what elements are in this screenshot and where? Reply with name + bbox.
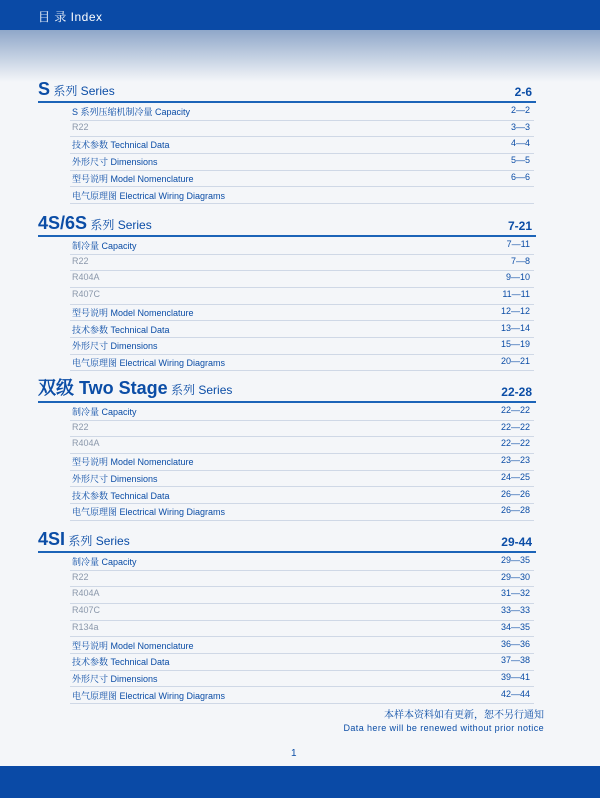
toc-entry[interactable] (70, 653, 534, 671)
toc-entry[interactable] (70, 187, 534, 205)
toc-entry-pages: 15—19 (500, 339, 530, 350)
toc-entry[interactable] (70, 436, 534, 454)
toc-entry[interactable] (70, 687, 534, 705)
toc-entry-pages: 2—2 (510, 105, 530, 115)
toc-entry-label: 技术参数 Technical Data (72, 324, 170, 335)
section-header (38, 529, 536, 553)
toc-entry[interactable] (70, 603, 534, 621)
toc-entry[interactable] (70, 586, 534, 604)
toc-entry-label: 技术参数 Technical Data (72, 140, 170, 151)
toc-entry[interactable] (70, 287, 534, 305)
footer-bar (0, 766, 600, 798)
section-page-range: 2-6 (514, 85, 532, 99)
section-page-range: 29-44 (501, 535, 532, 549)
toc-entry-label: 制冷量 Capacity (72, 241, 137, 251)
toc-entry[interactable] (70, 503, 534, 521)
toc-entry-pages: 9—10 (505, 272, 530, 283)
section-title-series: 系列 Series (87, 218, 152, 232)
toc-entry-label: 电气原理图 Electrical Wiring Diagrams (72, 357, 226, 368)
toc-entry-label: S 系列压缩机制冷量 Capacity (72, 107, 191, 117)
toc-entry-label: 型号说明 Model Nomenclature (72, 307, 194, 318)
toc-entry-pages: 22—22 (500, 405, 530, 415)
toc-entry-pages: 23—23 (500, 455, 530, 466)
toc-entry[interactable] (70, 321, 534, 339)
toc-entry[interactable] (70, 103, 534, 121)
toc-entry-pages: 5—5 (510, 155, 530, 166)
toc-entry-label: R22 (72, 255, 89, 266)
section-title-main: 双级 Two Stage (38, 378, 168, 398)
notice-chinese: 本样本资料如有更新，恕不另行通知 (384, 710, 544, 721)
toc-entry[interactable] (70, 136, 534, 154)
toc-entry-pages: 3—3 (510, 121, 530, 132)
notice-english: Data here will be renewed without prior notice (343, 723, 544, 733)
toc-entry[interactable] (70, 153, 534, 171)
section-title-series: 系列 Series (167, 383, 233, 397)
section-header (38, 379, 536, 403)
toc-entry-label: R404A (72, 438, 100, 449)
toc-entry-label: R404A (72, 272, 100, 283)
toc-entry[interactable] (70, 570, 534, 588)
toc-entry-pages: 33—33 (500, 605, 530, 616)
toc-entry-pages: 12—12 (500, 305, 530, 316)
toc-entry-pages: 7—11 (506, 239, 530, 249)
toc-entry-pages: 31—32 (500, 588, 530, 599)
toc-entry[interactable] (70, 304, 534, 322)
toc-entry-pages: 6—6 (510, 171, 530, 182)
toc-entry-label: R22 (72, 421, 89, 432)
toc-entry-pages: 29—35 (500, 555, 530, 565)
toc-entry-label: R407C (72, 605, 101, 616)
toc-entry-pages: 22—22 (500, 421, 530, 432)
toc-entry-label: 技术参数 Technical Data (72, 657, 170, 668)
toc-entry-label: 型号说明 Model Nomenclature (72, 457, 194, 468)
toc-entry[interactable] (70, 237, 534, 255)
toc-entry-label: R407C (72, 289, 101, 300)
toc-entry-pages: 4—4 (510, 138, 530, 149)
toc-entry-label: R134a (72, 621, 99, 632)
toc-entry-pages: 29—30 (500, 571, 530, 582)
toc-entry-pages: 24—25 (500, 471, 530, 482)
toc-entry[interactable] (70, 270, 534, 288)
section-title-main: 4SI (38, 529, 66, 549)
toc-entry[interactable] (70, 637, 534, 655)
toc-entry[interactable] (70, 420, 534, 438)
toc-entry[interactable] (70, 170, 534, 188)
section-title (38, 79, 115, 100)
toc-entry[interactable] (70, 470, 534, 488)
section-title (38, 529, 130, 550)
toc-entry-pages: 37—38 (500, 655, 530, 666)
toc-entry-pages: 13—14 (500, 322, 530, 333)
toc-entry-pages: 20—21 (500, 355, 530, 366)
toc-entry[interactable] (70, 553, 534, 571)
page-number: 1 (291, 748, 297, 759)
toc-entry-label: 技术参数 Technical Data (72, 490, 170, 501)
toc-entry-label: R22 (72, 571, 89, 582)
toc-entry[interactable] (70, 620, 534, 638)
toc-entry[interactable] (70, 670, 534, 688)
toc-entry[interactable] (70, 254, 534, 272)
section-page-range: 22-28 (501, 385, 532, 399)
toc-entry[interactable] (70, 354, 534, 372)
section-title (38, 213, 152, 234)
header-title: 目 录 Index (38, 10, 103, 24)
toc-entry[interactable] (70, 120, 534, 138)
toc-entry-pages: 22—22 (500, 438, 530, 449)
toc-entry-label: R404A (72, 588, 100, 599)
toc-entry-label: 电气原理图 Electrical Wiring Diagrams (72, 190, 226, 201)
toc-entry-label: 电气原理图 Electrical Wiring Diagrams (72, 690, 226, 701)
toc-entry-label: 电气原理图 Electrical Wiring Diagrams (72, 507, 226, 518)
toc-entry-pages: 42—44 (500, 688, 530, 699)
toc-entry[interactable] (70, 403, 534, 421)
toc-entry-label: 型号说明 Model Nomenclature (72, 640, 194, 651)
toc-entry-label: 制冷量 Capacity (72, 407, 137, 417)
toc-entry-pages: 34—35 (500, 621, 530, 632)
toc-entry-pages: 7—8 (510, 255, 530, 266)
section-header (38, 213, 536, 237)
section-title-series: 系列 Series (50, 84, 115, 98)
toc-entry-label: R22 (72, 121, 89, 132)
toc-entry-pages: 26—26 (500, 488, 530, 499)
toc-entry[interactable] (70, 487, 534, 505)
toc-entry-pages: 26—28 (500, 505, 530, 516)
toc-entry-label: 外形尺寸 Dimensions (72, 473, 158, 484)
toc-entry-pages: 36—36 (500, 638, 530, 649)
section-title (38, 374, 232, 400)
toc-entry-label: 型号说明 Model Nomenclature (72, 173, 194, 184)
section-title-main: S (38, 79, 51, 99)
toc-entry-pages: 11—11 (502, 289, 530, 300)
toc-entry-label: 外形尺寸 Dimensions (72, 673, 158, 684)
toc-entry[interactable] (70, 337, 534, 355)
toc-entry-label: 外形尺寸 Dimensions (72, 157, 158, 168)
section-page-range: 7-21 (507, 219, 532, 233)
toc-entry-label: 外形尺寸 Dimensions (72, 341, 158, 352)
toc-entry-pages: 39—41 (500, 671, 530, 682)
section-title-series: 系列 Series (65, 534, 130, 548)
section-title-main: 4S/6S (38, 213, 88, 233)
toc-entry-label: 制冷量 Capacity (72, 557, 137, 567)
section-header (38, 79, 536, 103)
toc-entry[interactable] (70, 453, 534, 471)
